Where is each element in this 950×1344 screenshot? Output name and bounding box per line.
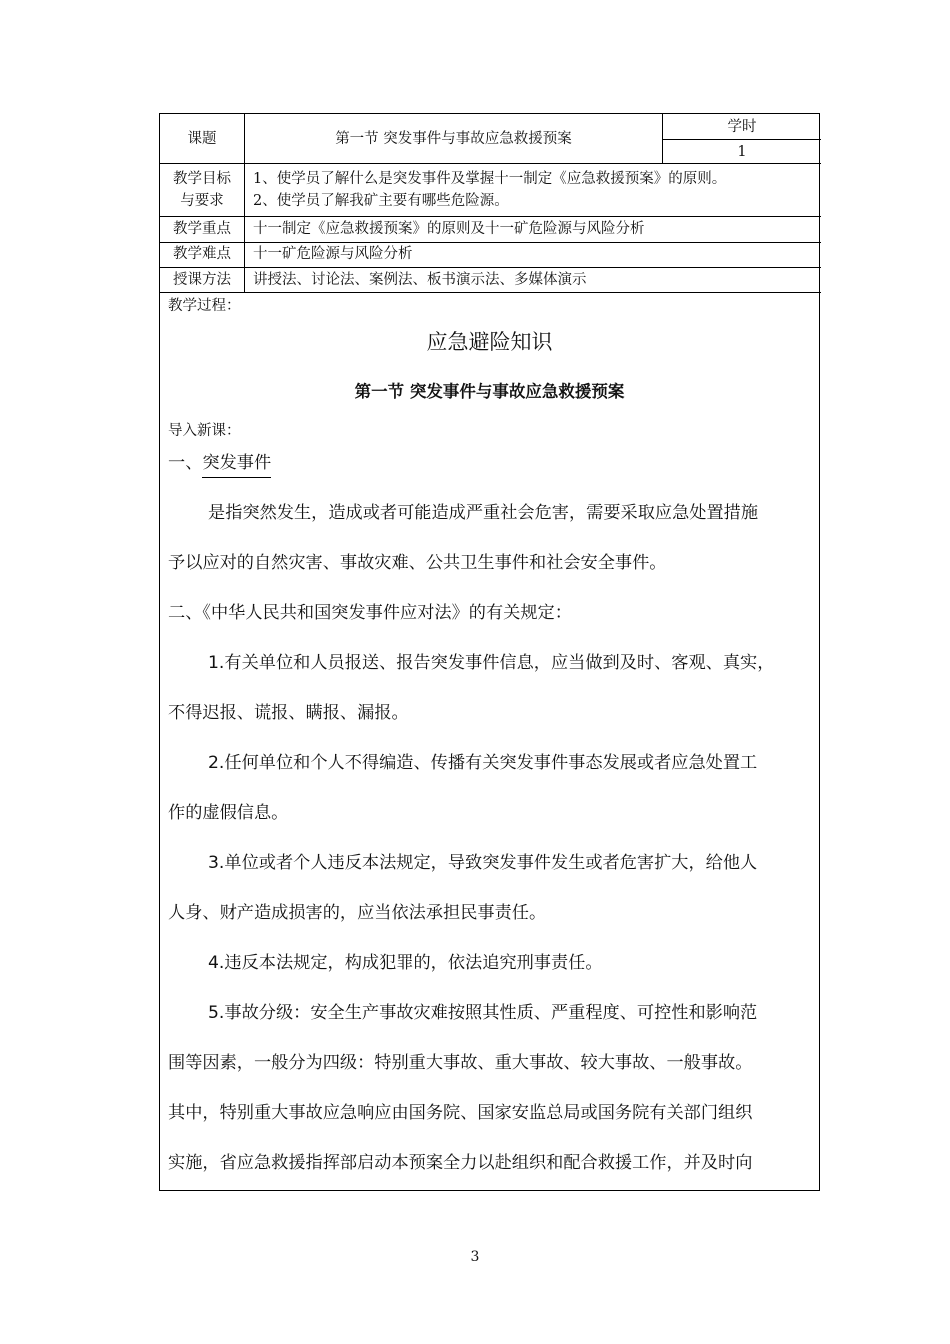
body-line: 5.事故分级：安全生产事故灾难按照其性质、严重程度、可控性和影响范 — [208, 1003, 758, 1023]
row-divider — [160, 216, 821, 217]
topic-value: 第一节 突发事件与事故应急救援预案 — [335, 131, 572, 147]
row-divider — [160, 267, 821, 268]
body-line: 1.有关单位和人员报送、报告突发事件信息，应当做到及时、客观、真实， — [208, 653, 775, 673]
process-subtitle: 第一节 突发事件与事故应急救援预案 — [354, 382, 625, 401]
body-line: 人身、财产造成损害的，应当依法承担民事责任。 — [168, 903, 547, 923]
goals-label-line2: 与要求 — [180, 193, 224, 209]
goal-1: 1、使学员了解什么是突发事件及掌握十一制定《应急救援预案》的原则。 — [253, 171, 727, 187]
body-line: 围等因素，一般分为四级：特别重大事故、重大事故、较大事故、一般事故。 — [168, 1053, 753, 1073]
process-label: 教学过程： — [168, 298, 241, 314]
hours-divider — [662, 139, 821, 140]
body-line: 不得迟报、谎报、瞒报、漏报。 — [168, 703, 409, 723]
goal-2: 2、使学员了解我矿主要有哪些危险源。 — [253, 193, 509, 209]
body-line: 2.任何单位和个人不得编造、传播有关突发事件事态发展或者应急处置工 — [208, 753, 758, 773]
difficulty-label: 教学难点 — [173, 246, 231, 262]
hours-value: 1 — [737, 144, 747, 160]
hours-label: 学时 — [727, 119, 757, 135]
row-divider — [160, 292, 821, 293]
intro-label: 导入新课： — [168, 423, 241, 439]
focus-value: 十一制定《应急救援预案》的原则及十一矿危险源与风险分析 — [253, 221, 645, 237]
topic-label: 课题 — [187, 131, 217, 147]
focus-label: 教学重点 — [173, 221, 231, 237]
row-divider — [160, 242, 821, 243]
method-value: 讲授法、讨论法、案例法、板书演示法、多媒体演示 — [253, 272, 587, 288]
body-line: 其中，特别重大事故应急响应由国务院、国家安监总局或国务院有关部门组织 — [168, 1103, 753, 1123]
lesson-plan-table — [159, 113, 820, 1191]
difficulty-value: 十一矿危险源与风险分析 — [253, 246, 413, 262]
body-line: 3.单位或者个人违反本法规定，导致突发事件发生或者危害扩大，给他人 — [208, 853, 758, 873]
body-line: 二、《中华人民共和国突发事件应对法》的有关规定： — [168, 603, 572, 623]
section-prefix: 一、 — [168, 453, 203, 473]
body-line: 是指突然发生，造成或者可能造成严重社会危害，需要采取应急处置措施 — [208, 503, 759, 523]
body-line: 4.违反本法规定，构成犯罪的，依法追究刑事责任。 — [208, 953, 603, 973]
page-number: 3 — [470, 1249, 480, 1265]
body-line: 实施，省应急救援指挥部启动本预案全力以赴组织和配合救援工作，并及时向 — [168, 1153, 753, 1173]
goals-label-line1: 教学目标 — [173, 171, 231, 187]
method-label: 授课方法 — [173, 272, 231, 288]
section-heading-text: 突发事件 — [202, 453, 271, 478]
section-heading — [168, 438, 813, 488]
row-divider — [160, 163, 821, 164]
body-line: 予以应对的自然灾害、事故灾难、公共卫生事件和社会安全事件。 — [168, 553, 667, 573]
process-title: 应急避险知识 — [426, 330, 553, 354]
body-line: 作的虚假信息。 — [168, 803, 289, 823]
